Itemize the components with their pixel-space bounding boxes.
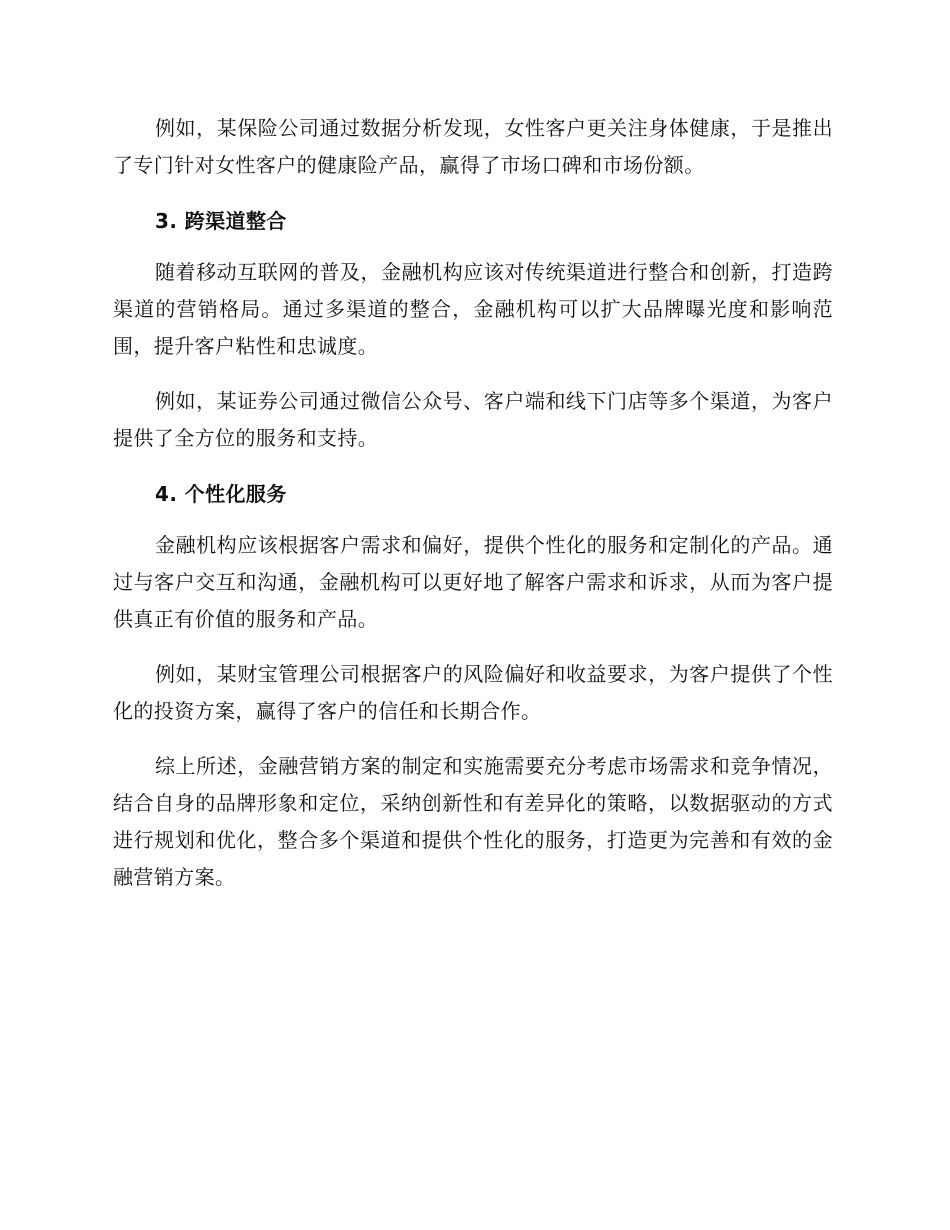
paragraph-insurance-example: 例如，某保险公司通过数据分析发现，女性客户更关注身体健康，于是推出了专门针对女性客户的健康险产品，赢得了市场口碑和市场份额。 [113,116,833,177]
paragraph-securities-example: 例如，某证券公司通过微信公众号、客户端和线下门店等多个渠道，为客户提供了全方位的服务和支持。 [113,389,833,450]
paragraph-cross-channel: 随着移动互联网的普及，金融机构应该对传统渠道进行整合和创新，打造跨渠道的营销格局。通过多渠道的整合，金融机构可以扩大品牌曝光度和影响范围，提升客户粘性和忠诚度。 [113,260,833,358]
paragraph-wealth-example: 例如，某财宝管理公司根据客户的风险偏好和收益要求，为客户提供了个性化的投资方案，赢得了客户的信任和长期合作。 [113,662,833,723]
section-heading-personalized-service: 4. 个性化服务 [155,482,287,506]
document-page [113,110,833,914]
section-heading-cross-channel: 3. 跨渠道整合 [155,209,287,233]
paragraph-personalized-service: 金融机构应该根据客户需求和偏好，提供个性化的服务和定制化的产品。通过与客户交互和沟通，金融机构可以更好地了解客户需求和诉求，从而为客户提供真正有价值的服务和产品。 [113,533,833,631]
paragraph-conclusion: 综上所述，金融营销方案的制定和实施需要充分考虑市场需求和竞争情况，结合自身的品牌形象和定位，采纳创新性和有差异化的策略，以数据驱动的方式进行规划和优化，整合多个渠道和提供个性化的服务，打造更为完善和有效的金融营销方案。 [113,754,833,889]
